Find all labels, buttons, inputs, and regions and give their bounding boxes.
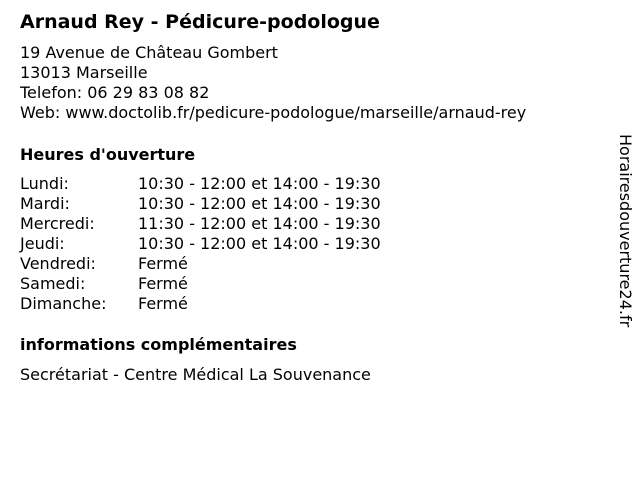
time-value: Fermé bbox=[138, 274, 188, 293]
day-label: Jeudi: bbox=[20, 234, 65, 253]
hours-row bbox=[20, 274, 381, 294]
street-address: 19 Avenue de Château Gombert bbox=[20, 43, 278, 62]
time-value: Fermé bbox=[138, 294, 188, 313]
city-address: 13013 Marseille bbox=[20, 63, 148, 82]
time-value: 11:30 - 12:00 et 14:00 - 19:30 bbox=[138, 214, 381, 233]
side-brand bbox=[612, 134, 640, 374]
time-value: 10:30 - 12:00 et 14:00 - 19:30 bbox=[138, 194, 381, 213]
time-value: 10:30 - 12:00 et 14:00 - 19:30 bbox=[138, 234, 381, 253]
hours-row bbox=[20, 254, 381, 274]
day-label: Dimanche: bbox=[20, 294, 107, 313]
day-label: Mercredi: bbox=[20, 214, 95, 233]
hours-row bbox=[20, 214, 381, 234]
phone-number: Telefon: 06 29 83 08 82 bbox=[20, 83, 210, 102]
info-text: Secrétariat - Centre Médical La Souvenance bbox=[20, 365, 371, 384]
day-label: Vendredi: bbox=[20, 254, 96, 273]
page-title: Arnaud Rey - Pédicure-podologue bbox=[20, 11, 380, 33]
hours-row bbox=[20, 194, 381, 214]
day-label: Lundi: bbox=[20, 174, 69, 193]
hours-row bbox=[20, 234, 381, 254]
address-block bbox=[20, 43, 526, 123]
time-value: 10:30 - 12:00 et 14:00 - 19:30 bbox=[138, 174, 381, 193]
side-brand-text: Horairesdouverture24.fr bbox=[616, 134, 635, 328]
time-value: Fermé bbox=[138, 254, 188, 273]
website: Web: www.doctolib.fr/pedicure-podologue/marseille/arnaud-rey bbox=[20, 103, 527, 122]
hours-row bbox=[20, 294, 381, 314]
hours-row bbox=[20, 174, 381, 194]
day-label: Samedi: bbox=[20, 274, 86, 293]
hours-heading: Heures d'ouverture bbox=[20, 145, 196, 164]
day-label: Mardi: bbox=[20, 194, 70, 213]
hours-table bbox=[20, 174, 381, 314]
info-heading: informations complémentaires bbox=[20, 335, 297, 354]
